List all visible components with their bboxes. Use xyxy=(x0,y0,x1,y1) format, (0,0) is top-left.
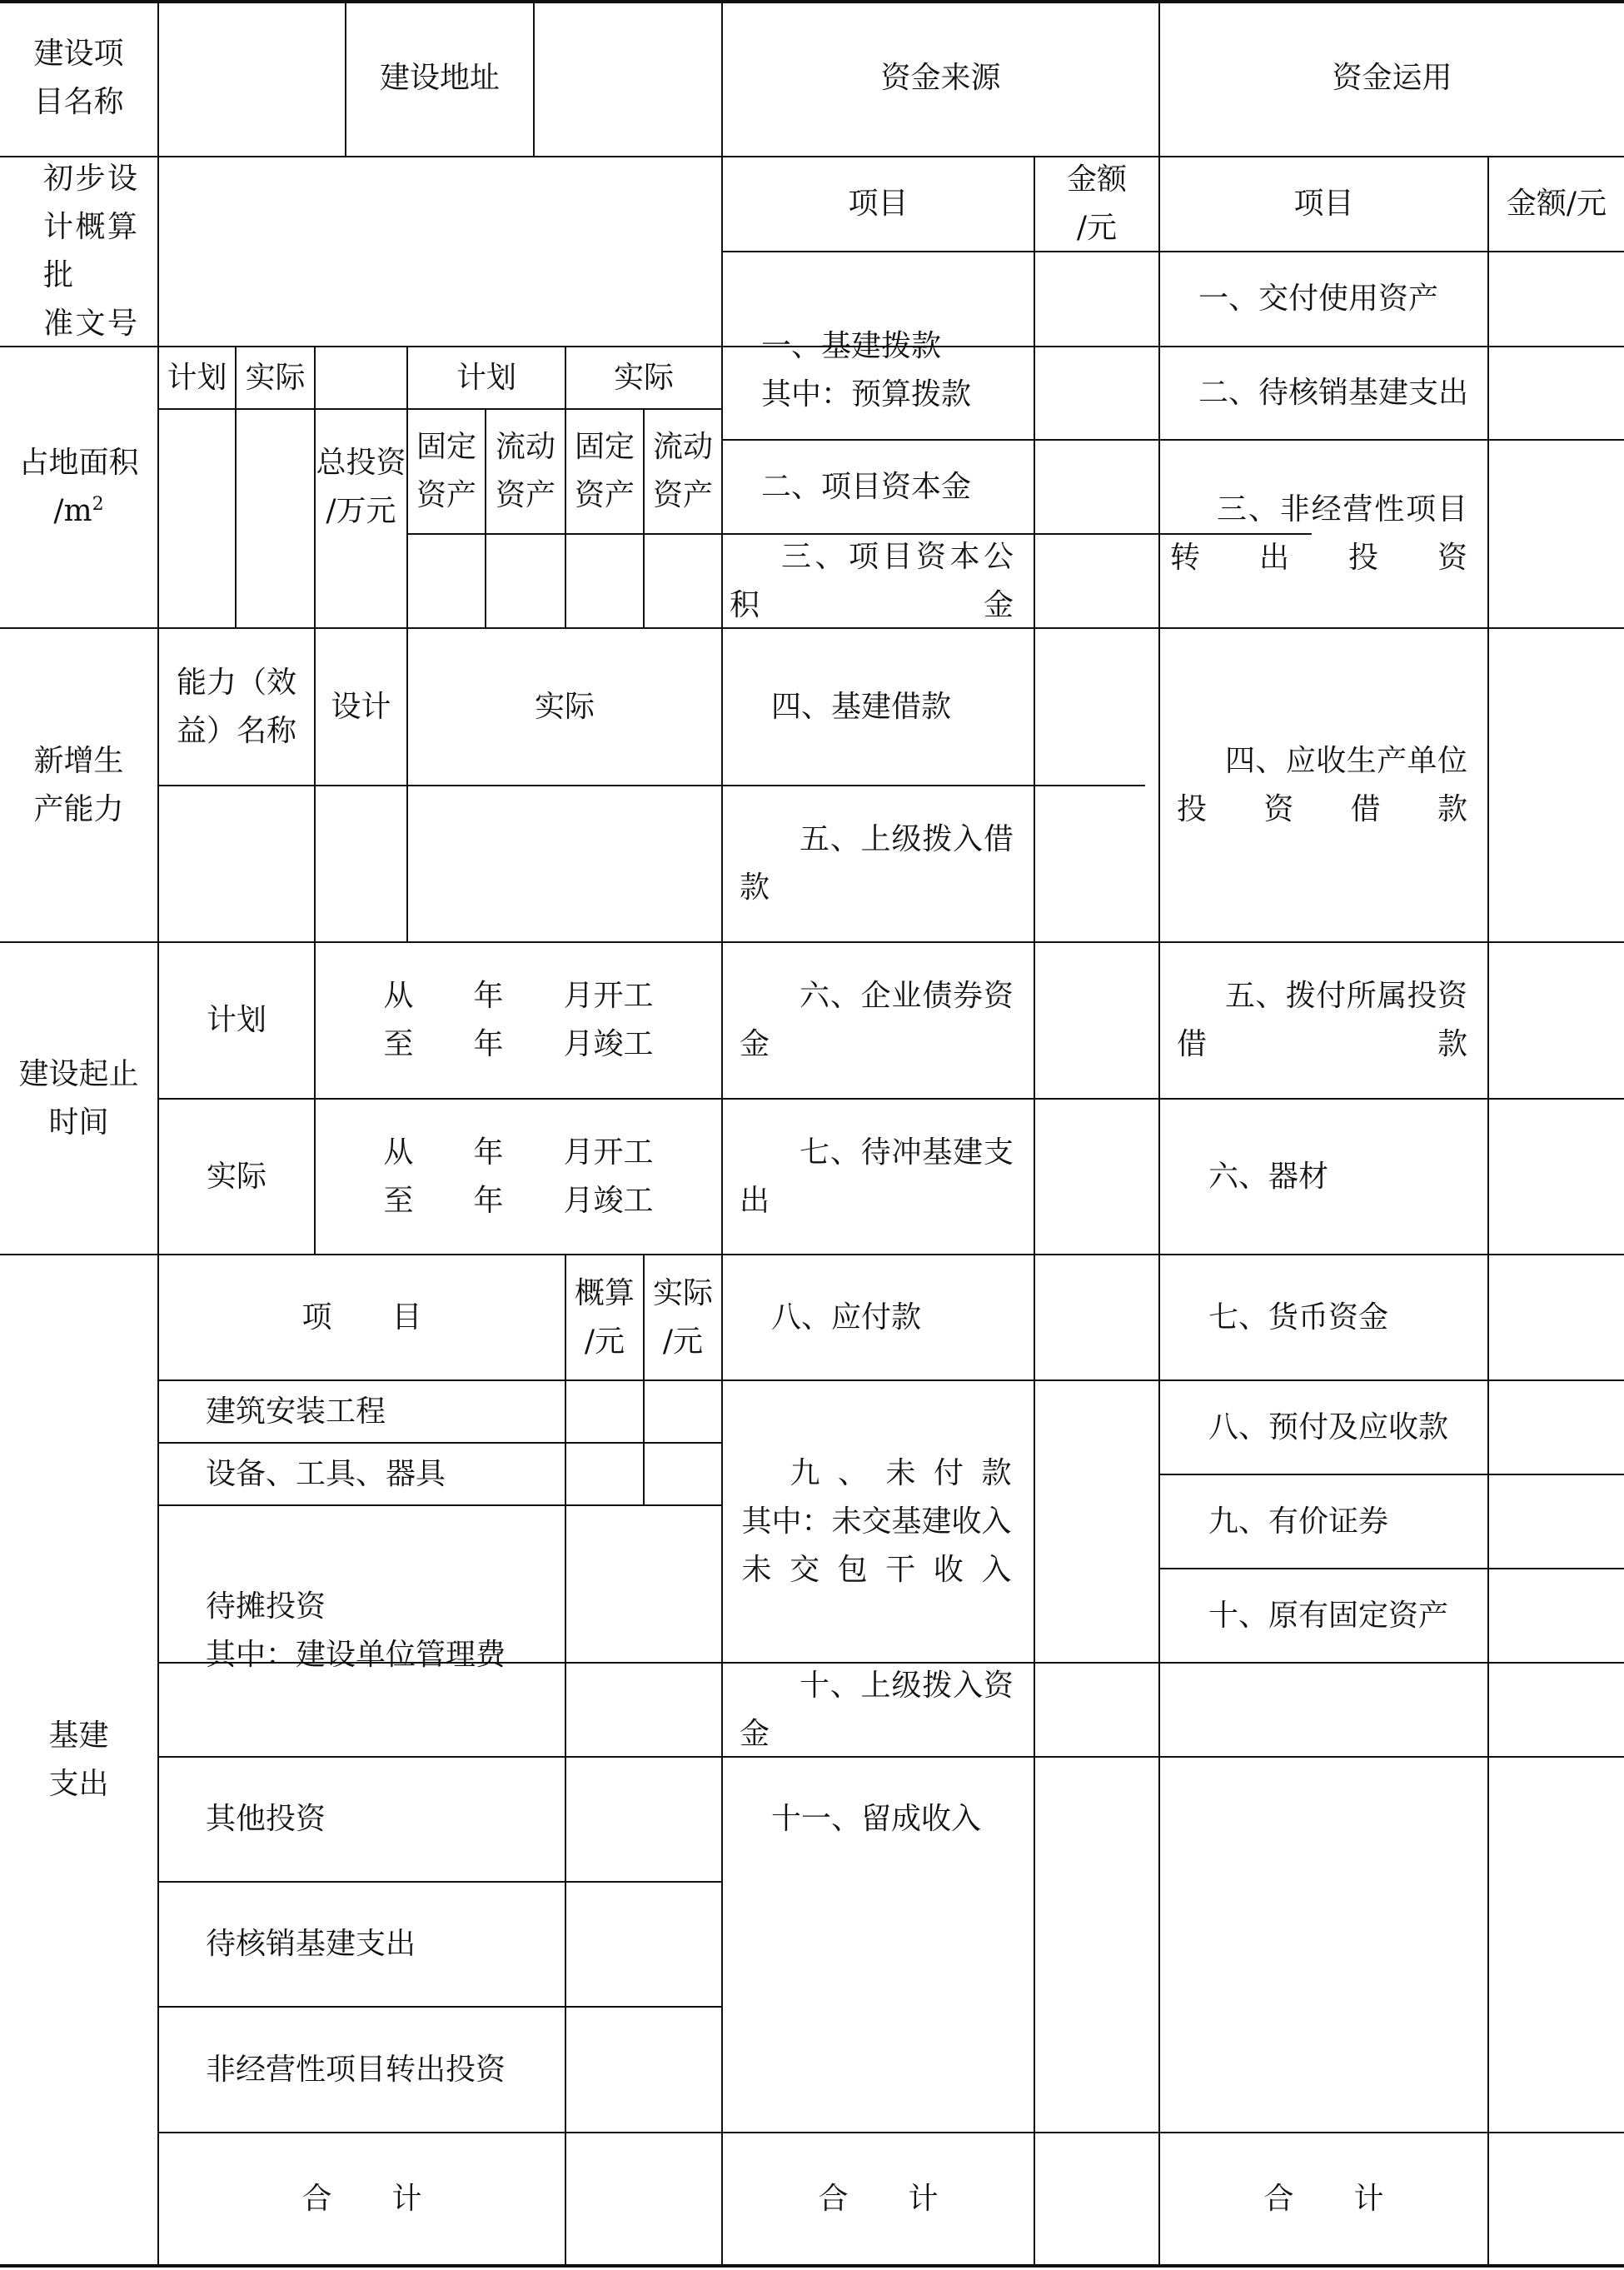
source-amount-cell[interactable] xyxy=(1035,1255,1158,1379)
approval-number-label: 初步设 计概算批 准文号 xyxy=(43,162,137,341)
use-amount-header: 金额/元 xyxy=(1506,187,1607,221)
use-item: 三、非经营性项目转出投资 xyxy=(1170,492,1467,575)
source-amount-cell[interactable] xyxy=(1035,441,1158,533)
actual-fixed-assets-header: 固定 资产 xyxy=(574,430,635,512)
use-item: 六、器材 xyxy=(1208,1159,1329,1194)
use-amount-cell[interactable] xyxy=(1489,629,1624,941)
new-capacity-label: 新增生 产能力 xyxy=(33,743,124,826)
capex-actual-header: 实际 /元 xyxy=(652,1275,713,1359)
source-item: 二、项目资本金 xyxy=(761,469,972,504)
project-name-field[interactable] xyxy=(159,3,345,156)
capex-budget-header: 概算 /元 xyxy=(574,1275,635,1359)
period-plan-label: 计划 xyxy=(206,1003,267,1037)
source-amount-cell[interactable] xyxy=(1035,786,1158,941)
source-item: 五、上级拨入借款 xyxy=(740,822,1014,905)
source-item: 一、基建拨款 其中：预算拨款 xyxy=(761,329,972,412)
source-amount-cell[interactable] xyxy=(1035,1664,1158,1756)
use-item: 七、货币资金 xyxy=(1208,1300,1389,1335)
land-actual-header: 实际 xyxy=(245,360,306,395)
source-item: 三、项目资本公积金 xyxy=(730,539,1014,622)
use-total-label: 合 计 xyxy=(1263,2181,1384,2216)
period-actual-label: 实际 xyxy=(206,1159,267,1194)
col-rule xyxy=(565,1254,566,2268)
use-item: 五、拨付所属投资借款 xyxy=(1177,979,1467,1061)
source-amount-header: 金额 /元 xyxy=(1066,162,1127,245)
use-total-amount[interactable] xyxy=(1489,2133,1624,2264)
invest-actual-header: 实际 xyxy=(613,360,674,395)
source-item: 六、企业债券资金 xyxy=(740,979,1014,1061)
use-amount-cell[interactable] xyxy=(1489,1100,1624,1254)
use-item: 九、有价证券 xyxy=(1208,1504,1389,1539)
source-item: 八、应付款 xyxy=(771,1300,922,1335)
source-total-amount[interactable] xyxy=(1035,2133,1158,2264)
use-amount-cell[interactable] xyxy=(1489,441,1624,627)
use-amount-cell[interactable] xyxy=(1489,943,1624,1098)
plan-fixed-assets-header: 固定 资产 xyxy=(416,430,476,512)
source-amount-cell[interactable] xyxy=(1035,943,1158,1098)
use-amount-cell[interactable] xyxy=(1489,1569,1624,1662)
address-field[interactable] xyxy=(535,3,721,156)
capacity-actual-header: 实际 xyxy=(534,689,595,724)
capex-item-header: 项 目 xyxy=(301,1300,422,1335)
use-amount-cell[interactable] xyxy=(1489,347,1624,439)
use-amount-cell[interactable] xyxy=(1489,1381,1624,1474)
use-item: 四、应收生产单位投资借款 xyxy=(1177,743,1467,826)
source-amount-cell[interactable] xyxy=(1035,252,1158,439)
land-plan-header: 计划 xyxy=(167,360,227,395)
capex-item: 建筑安装工程 xyxy=(206,1394,386,1429)
use-item: 一、交付使用资产 xyxy=(1198,282,1439,316)
capex-label: 基建 支出 xyxy=(48,1718,109,1801)
capex-item: 待核销基建支出 xyxy=(206,1927,416,1961)
source-item: 七、待冲基建支出 xyxy=(740,1135,1014,1218)
source-item: 九、未付款 其中：未交基建收入 未交包干收入 xyxy=(741,1455,1012,1587)
land-area-label: 占地面积 $/m^2$ xyxy=(18,446,139,528)
period-actual-dates[interactable]: 从 年 月开工 至 年 月竣工 xyxy=(383,1135,654,1218)
capex-item: 设备、工具、器具 xyxy=(206,1456,446,1491)
fund-source-header: 资金来源 xyxy=(880,60,1001,95)
use-amount-cell[interactable] xyxy=(1489,1475,1624,1568)
construction-period-label: 建设起止 时间 xyxy=(18,1056,139,1140)
capex-total-label: 合 计 xyxy=(301,2181,422,2216)
use-amount-cell[interactable] xyxy=(1489,1255,1624,1379)
source-amount-cell[interactable] xyxy=(1035,1381,1158,1662)
source-amount-cell[interactable] xyxy=(1035,1758,1158,1881)
capex-item: 待摊投资 其中：建设单位管理费 xyxy=(206,1589,506,1672)
approval-number-field[interactable] xyxy=(159,157,721,346)
source-item: 十、上级拨入资金 xyxy=(740,1668,1014,1751)
use-item-header: 项目 xyxy=(1293,187,1354,221)
capex-item: 其他投资 xyxy=(206,1802,326,1836)
source-amount-cell[interactable] xyxy=(1035,629,1158,785)
capex-item: 非经营性项目转出投资 xyxy=(206,2052,506,2087)
plan-current-assets-header: 流动 资产 xyxy=(495,430,555,512)
total-investment-label: 总投资 /万元 xyxy=(316,446,406,528)
address-label: 建设地址 xyxy=(379,60,500,95)
fund-use-header: 资金运用 xyxy=(1332,60,1452,95)
invest-plan-header: 计划 xyxy=(456,360,516,395)
actual-current-assets-header: 流动 资产 xyxy=(652,430,713,512)
use-item: 二、待核销基建支出 xyxy=(1198,376,1469,410)
source-amount-cell[interactable] xyxy=(1035,1100,1158,1254)
source-amount-cell[interactable] xyxy=(1035,535,1158,627)
source-total-label: 合 计 xyxy=(818,2181,939,2216)
period-plan-dates[interactable]: 从 年 月开工 至 年 月竣工 xyxy=(383,979,654,1061)
source-item-header: 项目 xyxy=(848,187,909,221)
use-amount-cell[interactable] xyxy=(1489,252,1624,346)
source-item: 十一、留成收入 xyxy=(771,1802,982,1836)
use-item: 十、原有固定资产 xyxy=(1208,1598,1449,1633)
project-name-label: 建设项 目名称 xyxy=(33,36,124,119)
border-bottom xyxy=(0,2264,1624,2268)
capacity-name-header: 能力（效 益）名称 xyxy=(176,665,296,748)
capacity-design-header: 设计 xyxy=(331,689,391,724)
source-item: 四、基建借款 xyxy=(771,689,952,724)
use-item: 八、预付及应收款 xyxy=(1208,1409,1449,1444)
